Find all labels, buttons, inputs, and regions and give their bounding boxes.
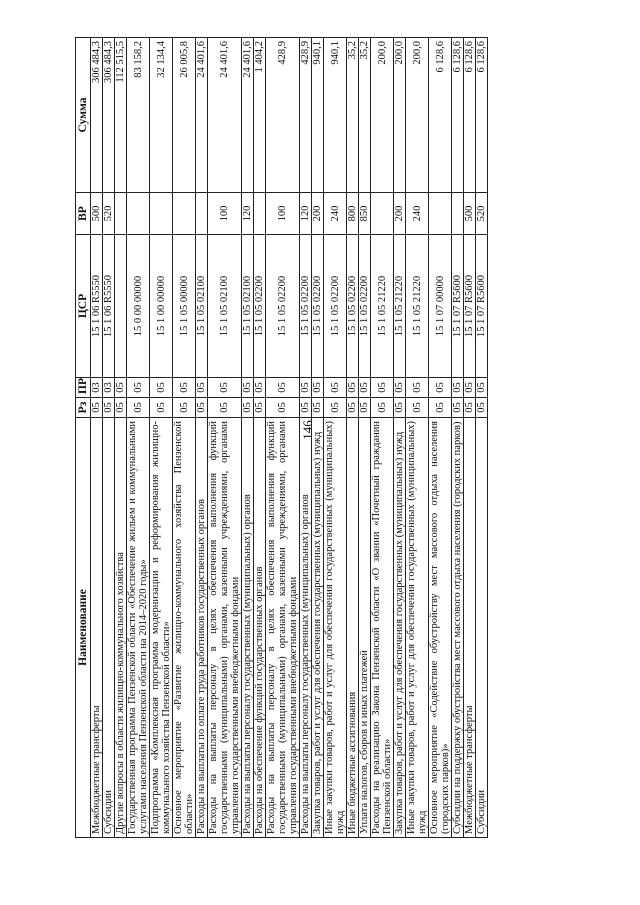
cell-sum: 35,2: [347, 38, 359, 193]
cell-pr: 05: [429, 378, 452, 398]
cell-vr: 100: [208, 193, 242, 235]
cell-csr: 15 1 05 02200: [324, 235, 347, 378]
cell-rz: 05: [429, 398, 452, 418]
cell-csr: 15 1 07 R5600: [476, 235, 488, 378]
header-vr: ВР: [76, 193, 91, 235]
cell-sum: 6 128,6: [452, 38, 464, 193]
cell-vr: 520: [103, 193, 115, 235]
cell-pr: 05: [208, 378, 242, 398]
table-row: [359, 38, 371, 838]
table-row: [266, 38, 300, 838]
cell-sum: 6 128,6: [464, 38, 476, 193]
table-row: [242, 38, 254, 838]
table-row: [464, 38, 476, 838]
cell-pr: 03: [103, 378, 115, 398]
cell-sum: 306 484,3: [91, 38, 103, 193]
cell-vr: 240: [324, 193, 347, 235]
cell-pr: 05: [312, 378, 324, 398]
cell-name: Субсидии на поддержку обустройства мест массового отдыха населения (городских парков): [452, 418, 464, 838]
cell-vr: 120: [300, 193, 312, 235]
cell-sum: 35,2: [359, 38, 371, 193]
cell-vr: 240: [406, 193, 429, 235]
cell-vr: 800: [347, 193, 359, 235]
cell-rz: 05: [300, 398, 312, 418]
table-row: [173, 38, 196, 838]
cell-rz: 05: [359, 398, 371, 418]
cell-rz: 05: [208, 398, 242, 418]
header-name: Наименование: [76, 418, 91, 838]
cell-sum: 428,9: [266, 38, 300, 193]
cell-sum: 306 484,3: [103, 38, 115, 193]
cell-pr: 05: [371, 378, 394, 398]
cell-pr: 05: [300, 378, 312, 398]
table-row: [91, 38, 103, 838]
header-rz: Рз: [76, 398, 91, 418]
cell-csr: 15 1 05 00000: [173, 235, 196, 378]
cell-rz: 05: [312, 398, 324, 418]
cell-csr: 15 1 05 02200: [266, 235, 300, 378]
cell-rz: 05: [91, 398, 103, 418]
cell-sum: 6 128,6: [476, 38, 488, 193]
cell-name: Расходы на выплаты персоналу в целях обеспечения выполнения функций государственными (муниципальными) органами, казенными учреждениями, органами управления государственными внебюджетными фондами: [208, 418, 242, 838]
cell-name: Межбюджетные трансферты: [91, 418, 103, 838]
cell-sum: 32 134,4: [150, 38, 173, 193]
cell-name: Подпрограмма «Комплексная программа модернизации и реформирования жилищно-коммунального хозяйства Пензенской области»: [150, 418, 173, 838]
cell-name: Расходы на выплаты персоналу государственных (муниципальных) органов: [242, 418, 254, 838]
cell-name: Иные закупки товаров, работ и услуг для обеспечения государственных (муниципальных) нужд: [324, 418, 347, 838]
cell-sum: 200,0: [371, 38, 394, 193]
table-row: [452, 38, 464, 838]
cell-pr: 05: [254, 378, 266, 398]
cell-sum: 1 404,2: [254, 38, 266, 193]
cell-rz: 05: [406, 398, 429, 418]
cell-rz: 05: [150, 398, 173, 418]
cell-vr: [429, 193, 452, 235]
cell-csr: 15 1 05 02100: [208, 235, 242, 378]
table-row: [371, 38, 394, 838]
cell-name: Иные закупки товаров, работ и услуг для обеспечения государственных (муниципальных) нужд: [406, 418, 429, 838]
table-row: [347, 38, 359, 838]
cell-rz: 05: [464, 398, 476, 418]
cell-name: Уплата налогов, сборов и иных платежей: [359, 418, 371, 838]
cell-csr: 15 1 05 21220: [394, 235, 406, 378]
cell-pr: 05: [266, 378, 300, 398]
budget-table: [75, 37, 488, 838]
cell-name: Расходы на обеспечение функций государственных органов: [254, 418, 266, 838]
cell-csr: 15 1 07 00000: [429, 235, 452, 378]
cell-name: Основное мероприятие «Развитие жилищно-коммунального хозяйства Пензенской области»: [173, 418, 196, 838]
cell-csr: 15 1 07 R5600: [464, 235, 476, 378]
cell-sum: 6 128,6: [429, 38, 452, 193]
cell-vr: [254, 193, 266, 235]
cell-sum: 428,9: [300, 38, 312, 193]
cell-pr: 05: [173, 378, 196, 398]
cell-csr: 15 1 05 21220: [371, 235, 394, 378]
cell-sum: 940,1: [312, 38, 324, 193]
rotated-page-content: [75, 38, 565, 838]
cell-rz: 05: [254, 398, 266, 418]
table-row: [324, 38, 347, 838]
cell-csr: 15 1 05 02200: [312, 235, 324, 378]
table-row: [300, 38, 312, 838]
cell-csr: 15 1 05 02200: [347, 235, 359, 378]
cell-csr: 15 0 00 00000: [127, 235, 150, 378]
table-row: [406, 38, 429, 838]
header-sum: Сумма: [76, 38, 91, 193]
cell-rz: 05: [452, 398, 464, 418]
cell-rz: 05: [266, 398, 300, 418]
cell-vr: 200: [394, 193, 406, 235]
table-row: [115, 38, 127, 838]
cell-name: Государственная программа Пензенской области «Обеспечение жильем и коммунальными услугами населения Пензенской области на 2014–2020 годы»: [127, 418, 150, 838]
cell-name: Расходы на выплаты по оплате труда работников государственных органов: [196, 418, 208, 838]
cell-vr: [371, 193, 394, 235]
cell-pr: 05: [150, 378, 173, 398]
page-number: 146: [300, 420, 315, 440]
table-row: [196, 38, 208, 838]
cell-name: Субсидии: [476, 418, 488, 838]
cell-pr: 05: [406, 378, 429, 398]
cell-rz: 05: [324, 398, 347, 418]
cell-vr: 200: [312, 193, 324, 235]
cell-name: Расходы на выплаты персоналу государственных (муниципальных) органов: [300, 418, 312, 838]
table-row: [208, 38, 242, 838]
cell-csr: 15 1 06 R5550: [103, 235, 115, 378]
cell-csr: 15 1 05 21220: [406, 235, 429, 378]
cell-name: Расходы на реализацию Закона Пензенской области «О звании «Почетный гражданин Пензенской области»: [371, 418, 394, 838]
table-row: [150, 38, 173, 838]
cell-vr: 120: [242, 193, 254, 235]
cell-rz: 05: [103, 398, 115, 418]
table-header-row: [76, 38, 91, 838]
cell-vr: [196, 193, 208, 235]
cell-rz: 05: [371, 398, 394, 418]
table-row: [127, 38, 150, 838]
cell-sum: 200,0: [406, 38, 429, 193]
cell-rz: 05: [115, 398, 127, 418]
header-csr: ЦСР: [76, 235, 91, 378]
cell-pr: 05: [394, 378, 406, 398]
cell-name: Расходы на выплаты персоналу в целях обеспечения выполнения функций государственными (муниципальными) органами, казенными учреждениями, органами управления государственными внебюджетными фондами: [266, 418, 300, 838]
cell-csr: 15 1 05 02200: [359, 235, 371, 378]
cell-sum: 24 401,6: [208, 38, 242, 193]
cell-csr: 15 1 07 R5600: [452, 235, 464, 378]
cell-csr: 15 1 05 02100: [242, 235, 254, 378]
cell-vr: 850: [359, 193, 371, 235]
cell-pr: 05: [359, 378, 371, 398]
table-row: [429, 38, 452, 838]
cell-pr: 05: [476, 378, 488, 398]
cell-pr: 05: [127, 378, 150, 398]
cell-csr: 15 1 05 02200: [254, 235, 266, 378]
cell-vr: 520: [476, 193, 488, 235]
cell-rz: 05: [242, 398, 254, 418]
cell-name: Иные бюджетные ассигнования: [347, 418, 359, 838]
cell-sum: 24 401,6: [196, 38, 208, 193]
cell-name: Субсидии: [103, 418, 115, 838]
cell-sum: 26 005,8: [173, 38, 196, 193]
header-pr: ПР: [76, 378, 91, 398]
cell-rz: 05: [347, 398, 359, 418]
cell-vr: [173, 193, 196, 235]
table-row: [394, 38, 406, 838]
cell-pr: 05: [242, 378, 254, 398]
cell-csr: 15 1 00 00000: [150, 235, 173, 378]
cell-csr: 15 1 06 R5550: [91, 235, 103, 378]
cell-csr: 15 1 05 02200: [300, 235, 312, 378]
cell-pr: 05: [115, 378, 127, 398]
cell-vr: [150, 193, 173, 235]
cell-pr: 05: [464, 378, 476, 398]
table-row: [103, 38, 115, 838]
cell-sum: 112 515,5: [115, 38, 127, 193]
table-row: [476, 38, 488, 838]
cell-name: Закупка товаров, работ и услуг для обеспечения государственных (муниципальных) нужд: [394, 418, 406, 838]
cell-rz: 05: [173, 398, 196, 418]
table-row: [312, 38, 324, 838]
cell-pr: 05: [452, 378, 464, 398]
cell-vr: [115, 193, 127, 235]
cell-name: Межбюджетные трансферты: [464, 418, 476, 838]
cell-name: Закупка товаров, работ и услуг для обеспечения государственных (муниципальных) нужд: [312, 418, 324, 838]
cell-sum: 940,1: [324, 38, 347, 193]
cell-pr: 05: [347, 378, 359, 398]
cell-vr: 100: [266, 193, 300, 235]
cell-sum: 24 401,6: [242, 38, 254, 193]
cell-vr: 500: [464, 193, 476, 235]
cell-rz: 05: [127, 398, 150, 418]
cell-csr: [115, 235, 127, 378]
cell-pr: 03: [91, 378, 103, 398]
cell-pr: 05: [324, 378, 347, 398]
cell-name: Другие вопросы в области жилищно-коммунального хозяйства: [115, 418, 127, 838]
cell-rz: 05: [196, 398, 208, 418]
cell-pr: 05: [196, 378, 208, 398]
table-row: [254, 38, 266, 838]
cell-name: Основное мероприятие «Содействие обустройству мест массового отдыха населения (городских парков)»: [429, 418, 452, 838]
cell-csr: 15 1 05 02100: [196, 235, 208, 378]
cell-vr: [452, 193, 464, 235]
cell-sum: 200,0: [394, 38, 406, 193]
cell-rz: 05: [394, 398, 406, 418]
cell-sum: 83 158,2: [127, 38, 150, 193]
cell-vr: 500: [91, 193, 103, 235]
cell-rz: 05: [476, 398, 488, 418]
cell-vr: [127, 193, 150, 235]
